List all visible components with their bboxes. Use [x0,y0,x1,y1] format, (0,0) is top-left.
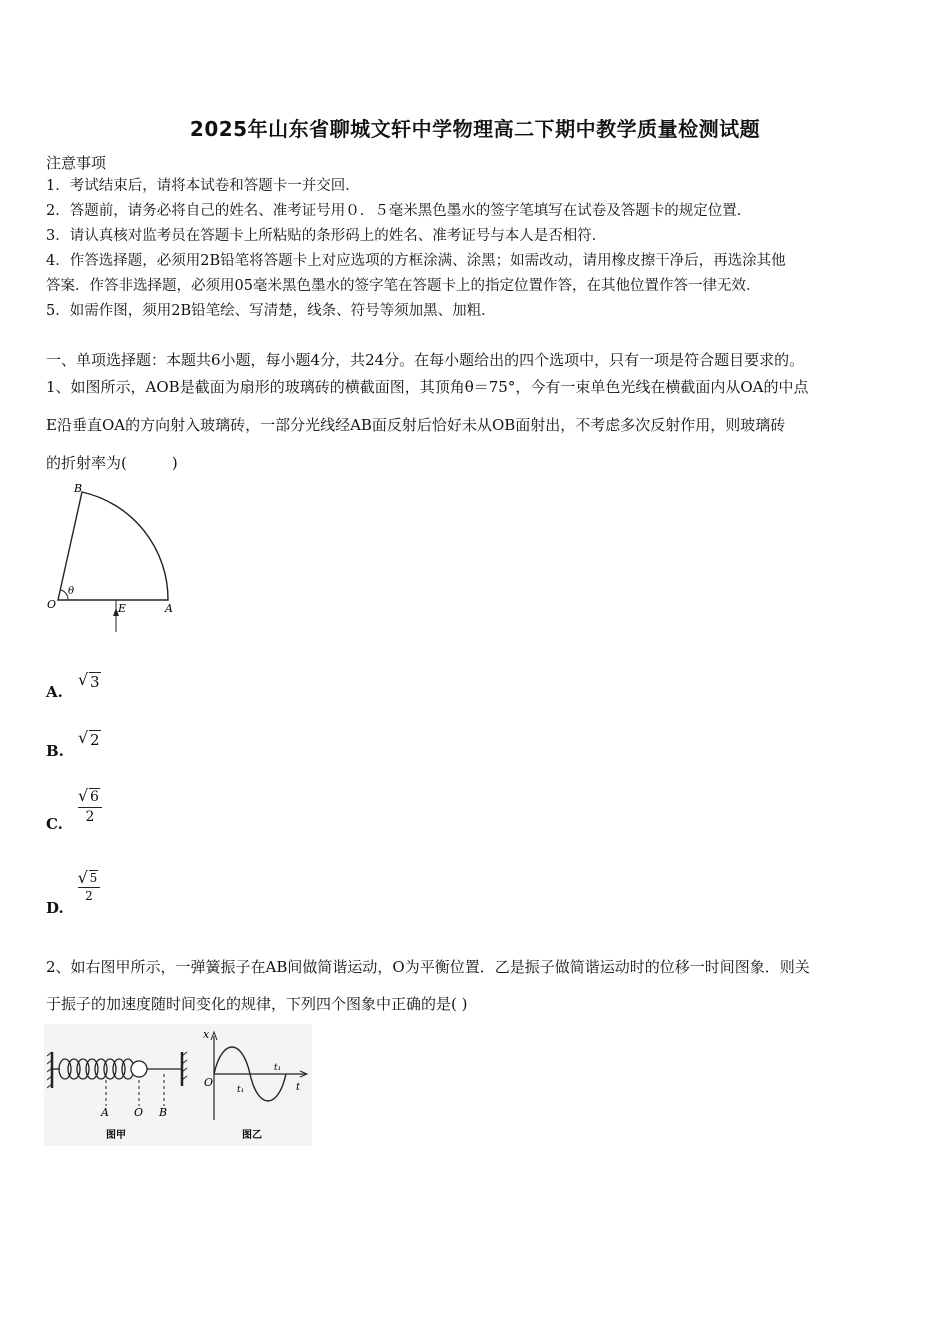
option-d-value: √ 5 2 [78,871,100,903]
q1-line-2: E沿垂直OA的方向射入玻璃砖，一部分光线经AB面反射后恰好未从OB面射出，不考虑多次反射作用，则玻璃砖 [46,416,786,434]
q2-line-2: 于振子的加速度随时间变化的规律，下列四个图象中正确的是( ) [46,995,468,1013]
caption-fig1: 图甲 [106,1130,126,1141]
option-c-value: √ 6 2 [78,789,102,825]
notice-item-4: 4．作答选择题，必须用2B铅笔将答题卡上对应选项的方框涂满、涂黑；如需改动，请用橡皮擦干净后，再选涂其他 [46,253,786,269]
option-a-label: A. [46,683,63,701]
notice-item-2: 2．答题前，请务必将自己的姓名、准考证号用０．５毫米黑色墨水的签字笔填写在试卷及答题卡的规定位置． [46,203,752,219]
option-b-value: √ 2 [80,731,101,749]
q1-line-1: 1、如图所示，AOB是截面为扇形的玻璃砖的横截面图，其顶角θ＝75°，今有一束单色光线在横截面内从OA的中点 [46,378,809,396]
option-a-value: √ 3 [80,673,101,691]
q2-line-1: 2、如右图甲所示，一弹簧振子在AB间做简谐运动，O为平衡位置．乙是振子做简谐运动时的位移一时间图象．则关 [46,958,810,976]
label-t1b: t₁ [274,1063,282,1073]
label-b: B [74,482,83,495]
section-heading: 一、单项选择题：本题共6小题，每小题4分，共24分。在每小题给出的四个选项中，只有一项是符合题目要求的。 [46,351,805,369]
q2-spring-figure [44,1024,312,1146]
label-theta: θ [68,586,75,597]
q1-line-3: 的折射率为( ) [46,454,178,472]
label-o: O [134,1106,144,1119]
q1-sector-figure [44,480,184,642]
label-a: A [101,1106,109,1119]
label-origin: O [204,1076,214,1089]
label-o: O [47,598,57,611]
option-b-label: B. [46,742,64,760]
notice-item-5: 5．如需作图，须用2B铅笔绘、写清楚，线条、符号等须加黑、加粗． [46,303,496,319]
option-a[interactable] [46,682,63,701]
notice-item-4-cont: 答案．作答非选择题，必须用05毫米黑色墨水的签字笔在答题卡上的指定位置作答，在其他位置作答一律无效． [46,278,761,294]
notice-heading: 注意事项 [46,154,107,172]
label-t1: t₁ [237,1085,245,1095]
option-d[interactable] [46,898,64,917]
label-t: t [296,1082,301,1093]
oscillator-ball [131,1061,147,1077]
label-e: E [118,602,127,615]
sector-outline [58,492,168,600]
caption-fig2: 图乙 [242,1130,262,1141]
page-title: 2025年山东省聊城文轩中学物理高二下期中教学质量检测试题 [189,117,761,141]
notice-item-3: 3．请认真核对监考员在答题卡上所粘贴的条形码上的姓名、准考证号与本人是否相符． [46,228,607,244]
option-b[interactable] [46,741,64,760]
option-d-label: D. [46,899,64,917]
label-a: A [165,602,173,615]
option-c-label: C. [46,815,63,833]
label-b: B [159,1106,168,1119]
option-c[interactable] [46,814,63,833]
notice-item-1: 1．考试结束后，请将本试卷和答题卡一并交回． [46,178,360,194]
label-x: x [203,1028,210,1041]
